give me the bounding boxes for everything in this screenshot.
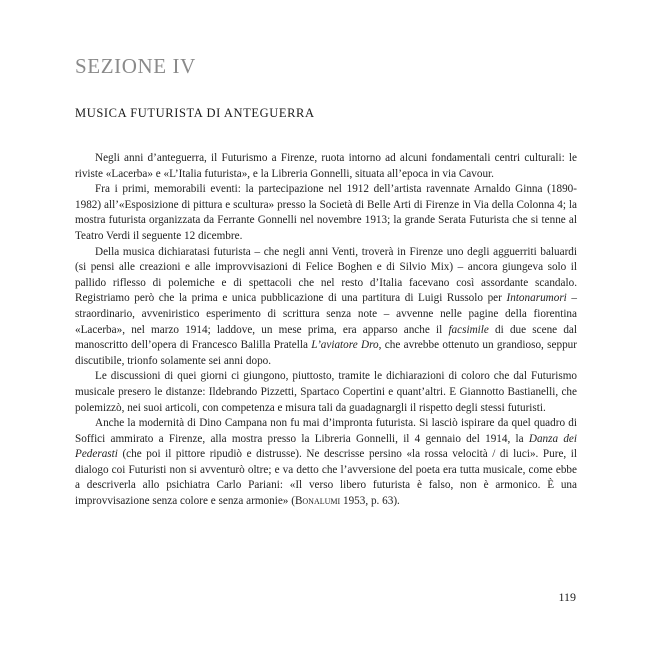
paragraph-3 [75,245,577,370]
italic-title-danza-dei-pederasti: Danza dei Pederasti [75,432,577,461]
paragraph-3-text: di due scene dal manoscritto dell’opera di Francesco Balilla Pratella [75,323,577,352]
body-text [75,151,577,510]
paragraph-5 [75,416,577,510]
paragraph-2: Fra i primi, memorabili eventi: la partecipazione nel 1912 dell’artista ravennate Arnaldo Ginna (1890-1982) all’«Esposizione di pittura e scultura» presso la Società di Belle Arti di Firenze in Via della Colonna 4; la mostra futurista organizzata da Ferrante Gonnelli nel novembre 1913; la grande Serata Futurista che si tenne al Teatro Verdi il seguente 12 dicembre. [75,183,577,242]
paragraph-5-text: 1953, p. 63). [340,495,400,508]
paragraph-3-text: , che avrebbe ottenuto un grandioso, seppur discutibile, trionfo solamente sei anni dopo. [75,339,577,367]
paragraph-4: Le discussioni di quei giorni ci giungono, piuttosto, tramite le dichiarazioni di coloro che dal Futurismo musicale presero le distanze: Ildebrando Pizzetti, Spartaco Copertini e quant’altri. E Giannotto Bastianelli, che polemizzò, nei suoi articoli, con competenza e misura tali da guadagnargli il rispetto degli stessi futuristi. [75,370,577,414]
paragraph-3-text: Della musica dichiaratasi futurista – che negli anni Venti, troverà in Firenze uno degli agguerriti baluardi (si pensi alle creazioni e alle improvvisazioni di Felice Boghen e di Silvio Mix) – ancora giungeva solo il pallido riflesso di polemiche e di spettacoli che nel resto d’Italia facevano così assordante scandalo. Registriamo però che la prima e unica pubblicazione di una partitura di Luigi Russolo per [75,245,577,305]
paragraph-3-text: – straordinario, avveniristico esperimento di scrittura senza note – avvenne nelle pagine della fiorentina «Lacerba», nel marzo 1914; laddove, un mese prima, era apparso anche il [75,292,578,336]
paragraph-5-text: Anche la modernità di Dino Campana non fu mai d’impronta futurista. Si lasciò ispirare da quel quadro di Soffici ammirato a Firenze, alla mostra presso la Libreria Gonnelli, il 4 gennaio del 1914, la [75,417,577,445]
citation-author: Bonalumi [294,495,341,508]
chapter-title: MUSICA FUTURISTA DI ANTEGUERRA [75,106,315,120]
italic-title-intonarumori: Intonarumori [506,292,567,305]
page-number: 119 [558,590,576,604]
paragraph-1: Negli anni d’anteguerra, il Futurismo a Firenze, ruota intorno ad alcuni fondamentali centri culturali: le riviste «Lacerba» e «L’Italia futurista», e la Libreria Gonnelli, situata all’epoca in via Cavour. [75,152,577,180]
italic-term-facsimile: facsimile [448,323,489,336]
paragraph-5-text: (che poi il pittore ripudiò e distrusse). Ne descrisse persino «la rossa velocità / di luci». Pure, il dialogo coi Futuristi non si avventurò oltre; e va detto che l’avversione del poeta era tutta musicale, come ebbe a descriverla allo psichiatra Carlo Pariani: «Il verso libero futurista è falso, non è armonico. È una improvvisazione senza colore e senza armonie» ( [75,448,577,508]
section-title: SEZIONE IV [75,54,196,78]
italic-title-aviatore-dro: L’aviatore Dro [311,339,379,352]
